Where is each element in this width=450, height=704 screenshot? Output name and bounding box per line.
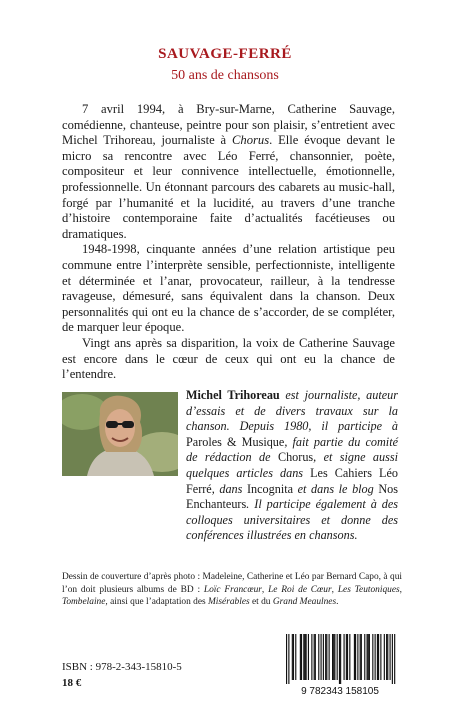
author-photo: [62, 392, 178, 476]
book-subtitle: 50 ans de chansons: [171, 68, 279, 83]
album-title: Grand Meaulnes: [272, 597, 337, 607]
barcode-bar: [323, 634, 324, 680]
cover-credits: [62, 571, 402, 609]
barcode-bar: [332, 634, 333, 680]
author-bio: [186, 388, 398, 544]
barcode-bar: [390, 634, 391, 680]
barcode-bar: [329, 634, 330, 680]
barcode-bar: [367, 634, 368, 680]
album-title: Le Roi de Cœur: [268, 584, 332, 595]
author-portrait-image: [62, 392, 178, 476]
barcode-bar: [378, 634, 379, 680]
barcode-bar: [360, 634, 361, 680]
barcode-bar: [293, 634, 294, 680]
barcode-bar: [288, 634, 289, 684]
barcode-bar: [311, 634, 312, 680]
blurb-paragraph-2: 1948-1998, cinquante années d’une relation artistique peu commune entre l’interprète sensible, perfectionniste, intelligente et déterminée et l’anar, provocateur, railleur, à la tendresse ravageuse, démesuré, sans équivalent dans la chanson. Deux personnalités qui ont eu la chance de s’accorder, de se compléter, de marquer leur époque.: [62, 242, 395, 335]
barcode-bar: [325, 634, 326, 680]
blurb-paragraph-3: Vingt ans après sa disparition, la voix de Catherine Sauvage est encore dans le cœur de ceux qui ont eu la chance de l’entendre.: [62, 335, 395, 382]
author-name: Michel Trihoreau: [186, 388, 280, 402]
blurb-text: . Elle évoque devant le micro sa rencontre avec Léo Ferré, chansonnier, poète, compositeur et leur connivence intellectuelle, émotionnelle, professionnelle. Un étonnant parcours des cabarets au music-hall, forgé par l’humanité et la lucidité, au travers d’une tranche d’histoire contemporaine faite d’actualités facétieuses ou dramatiques.: [62, 133, 395, 241]
credits-text: .: [336, 597, 339, 607]
barcode-bar: [344, 634, 345, 680]
barcode-bar: [368, 634, 369, 680]
barcode-bar: [334, 634, 335, 680]
barcode-bar: [303, 634, 304, 680]
credits-text: Dessin de couverture d’après photo : Madeleine, Catherine et Léo par Bernard Capo, à qui l’on doit plusieurs albums de BD :: [62, 572, 402, 595]
barcode-bar: [369, 634, 370, 680]
barcode-bar: [300, 634, 301, 680]
book-title: SAUVAGE-FERRÉ: [158, 46, 292, 62]
barcode-bar: [355, 634, 356, 680]
barcode-bar: [377, 634, 378, 680]
credits-text: ,: [261, 584, 269, 595]
barcode-bar: [340, 634, 341, 684]
publication-name: Nos Enchanteurs: [186, 481, 398, 512]
barcode-bar: [347, 634, 348, 680]
publication-name: Paroles & Musique: [186, 434, 285, 449]
bio-text: . Il participe également à des colloques universitaires et donne des conférences illustrées en chansons.: [186, 497, 398, 543]
credits-text: et du: [249, 597, 273, 607]
barcode-bar: [354, 634, 355, 680]
barcode-bar: [375, 634, 376, 680]
credits-text: ,: [399, 584, 402, 595]
credits-text: ,: [331, 584, 338, 595]
barcode-bar: [386, 634, 387, 680]
bio-text: , fait partie du comité de rédaction de: [186, 434, 398, 465]
barcode-bar: [380, 634, 381, 680]
bio-text: , et signe aussi quelques articles dans: [186, 450, 398, 480]
barcode-bar: [301, 634, 302, 680]
barcode-bar: [394, 634, 395, 684]
bio-text: , dans: [211, 481, 247, 496]
barcode-bar: [286, 634, 287, 684]
barcode-bar: [384, 634, 385, 680]
publication-name: Les Cahiers Léo Ferré: [186, 465, 398, 496]
barcode-bar: [372, 634, 373, 680]
barcode-bar: [295, 634, 296, 680]
barcode-bar: [306, 634, 307, 680]
blurb-text: 7 avril 1994, à Bry-sur-Marne, Catherine Sauvage, comédienne, chanteuse, peintre pour son plaisir, s’entretient avec Michel Trihoreau, journaliste à: [62, 102, 395, 148]
credits-text: , ainsi que l’adaptation des: [105, 597, 208, 607]
magazine-name: Chorus: [232, 133, 270, 148]
barcode-bar: [361, 634, 362, 680]
album-title: Les Teutoniques: [337, 584, 400, 595]
price: 18 €: [62, 677, 82, 689]
barcode: [276, 632, 404, 696]
barcode-bar: [364, 634, 365, 680]
isbn: ISBN : 978-2-343-15810-5: [62, 661, 182, 673]
album-title: Loïc Francœur: [203, 584, 262, 595]
publication-name: Incognita: [247, 481, 294, 496]
blurb: [62, 102, 395, 383]
barcode-bar: [314, 634, 315, 680]
barcode-digits: 9 782343 158105: [301, 686, 379, 696]
barcode-bar: [339, 634, 340, 684]
barcode-bar: [326, 634, 327, 680]
barcode-bars: [286, 634, 395, 684]
album-title: Tombelaine: [62, 597, 106, 607]
barcode-bar: [387, 634, 388, 680]
barcode-bar: [392, 634, 393, 684]
barcode-bar: [337, 634, 338, 680]
bio-text: est journaliste, auteur d’essais et de divers travaux sur la chanson. Depuis 1980, il participe à: [186, 388, 398, 434]
barcode-bar: [308, 634, 309, 680]
bio-text: et dans le blog: [293, 481, 379, 496]
barcode-bar: [349, 634, 350, 680]
barcode-bar: [292, 634, 293, 680]
barcode-bar: [304, 634, 305, 680]
publication-name: Chorus: [277, 450, 314, 465]
album-title: Misérables: [207, 597, 250, 607]
barcode-bar: [346, 634, 347, 680]
barcode-bar: [333, 634, 334, 680]
barcode-bar: [357, 634, 358, 680]
barcode-bar: [321, 634, 322, 680]
barcode-bar: [315, 634, 316, 680]
blurb-paragraph-1: [62, 102, 395, 242]
barcode-bar: [318, 634, 319, 680]
